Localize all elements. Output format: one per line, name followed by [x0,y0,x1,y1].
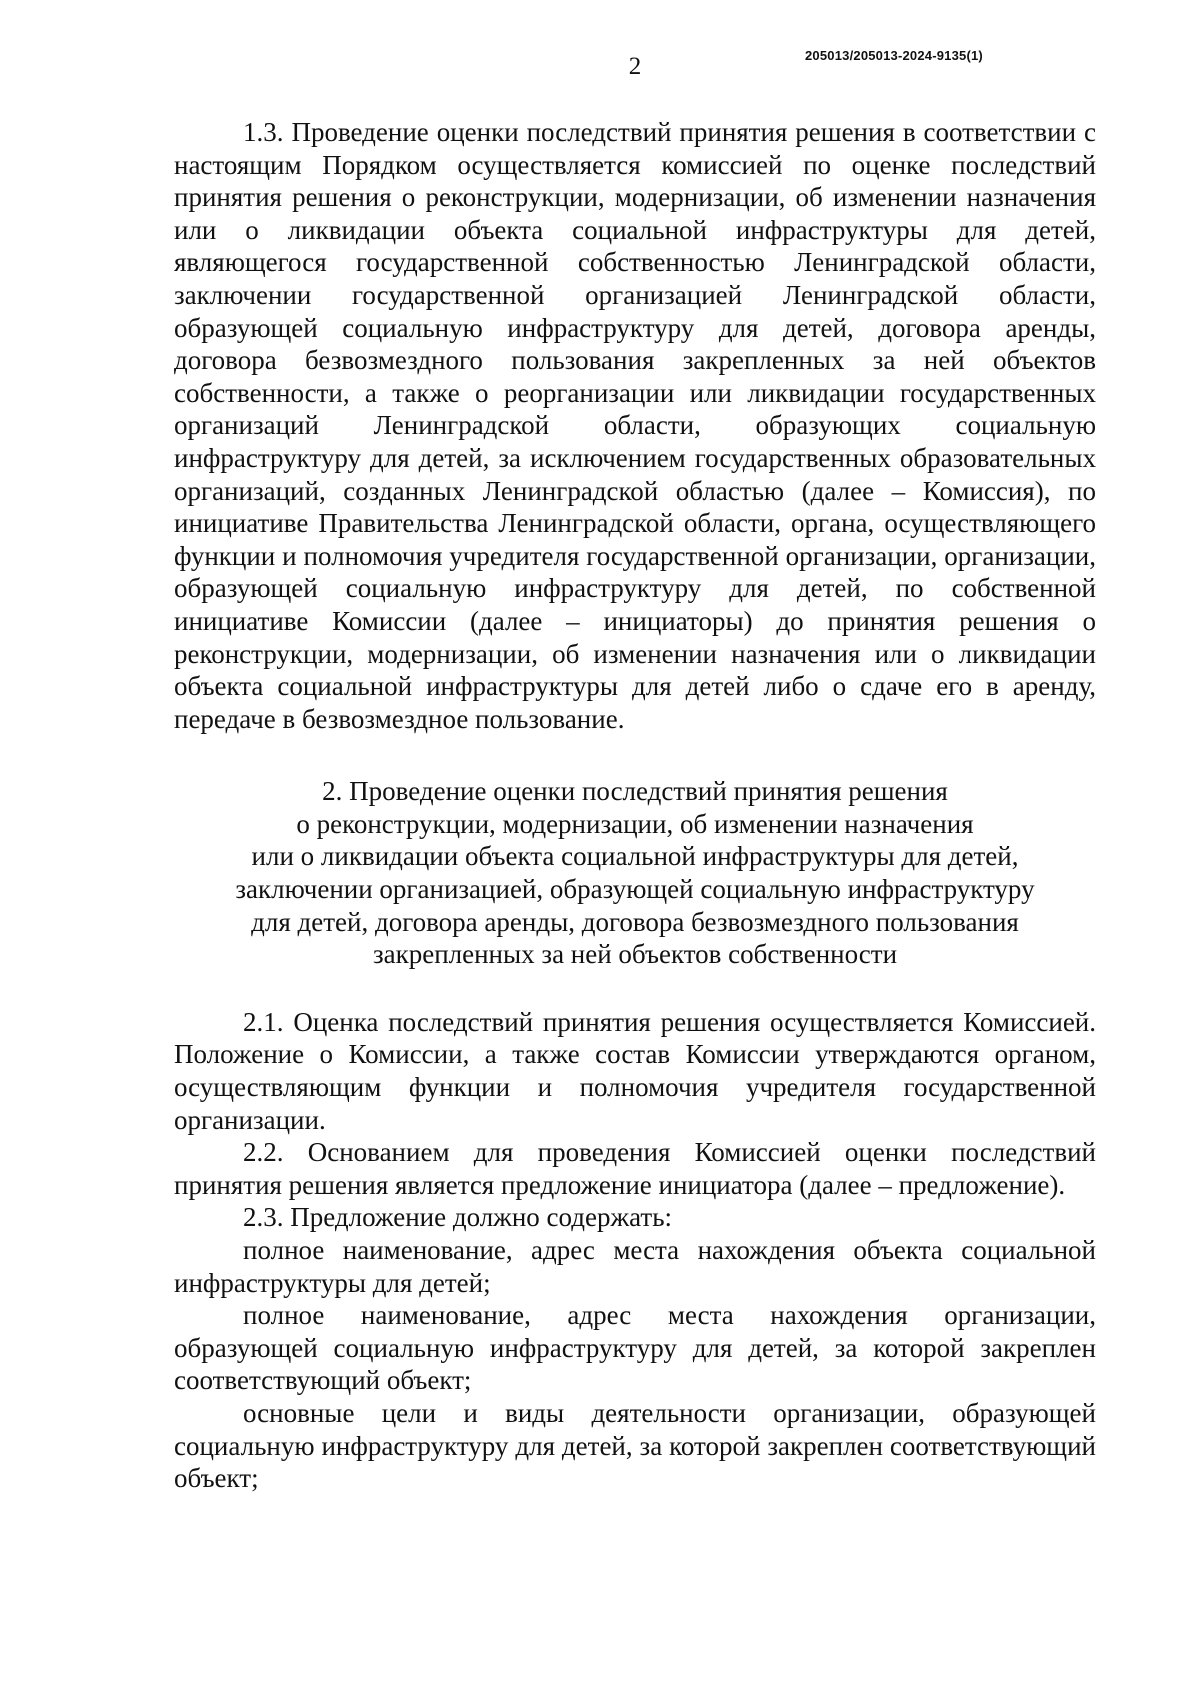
list-item: полное наименование, адрес места нахождения организации, образующей социальную инфраструктуру для детей, за которой закреплен соответствующий объект; [174,1300,1096,1396]
section-title-line: о реконструкции, модернизации, об изменении назначения [296,808,974,839]
paragraph-2-2: 2.2. Основанием для проведения Комиссией оценки последствий принятия решения является предложение инициатора (далее – предложение). [174,1137,1096,1200]
list-item: основные цели и виды деятельности организации, образующей социальную инфраструктуру для детей, за которой закреплен соответствующий объект; [174,1397,1096,1494]
list-item: полное наименование, адрес места нахождения объекта социальной инфраструктуры для детей; [174,1235,1096,1298]
paragraph-2-3: 2.3. Предложение должно содержать: [243,1202,673,1233]
section-title-line: 2. Проведение оценки последствий принятия решения [322,776,948,807]
section-2-title [174,775,1096,971]
section-title-line: или о ликвидации объекта социальной инфраструктуры для детей, [251,841,1019,872]
paragraph-1-3: 1.3. Проведение оценки последствий принятия решения в соответствии с настоящим Порядком осуществляется комиссией по оценке последствий принятия решения о реконструкции, модернизации, об изменении назначения или о ликвидации объекта социальной инфраструктуры для детей, являющегося государственной собственностью Ленинградской области, заключении государственной организацией Ленинградской области, образующей социальную инфраструктуру для детей, договора аренды, договора безвозмездного пользования закрепленных за ней объектов собственности, а также о реорганизации или ликвидации государственных организаций Ленинградской области, образующих социальную инфраструктуру для детей, за исключением государственных образовательных организаций, созданных Ленинградской областью (далее – Комиссия), по инициативе Правительства Ленинградской области, органа, осуществляющего функции и полномочия учредителя государственной организации, организации, образующей социальную инфраструктуру для детей, по собственной инициативе Комиссии (далее – инициаторы) до принятия решения о реконструкции, модернизации, об изменении назначения или о ликвидации объекта социальной инфраструктуры для детей либо о сдаче его в аренду, передаче в безвозмездное пользование. [174,117,1096,734]
section-title-line: для детей, договора аренды, договора безвозмездного пользования [251,906,1019,937]
section-title-line: заключении организацией, образующей социальную инфраструктуру [235,874,1035,905]
page-number: 2 [628,53,642,80]
section-title-line: закрепленных за ней объектов собственности [372,939,898,970]
document-body [174,116,1096,1495]
paragraph-2-1: 2.1. Оценка последствий принятия решения осуществляется Комиссией. Положение о Комиссии, а также состав Комиссии утверждаются органом, осуществляющим функции и полномочия учредителя государственной организации. [174,1006,1096,1135]
document-id: 205013/205013-2024-9135(1) [805,48,983,63]
